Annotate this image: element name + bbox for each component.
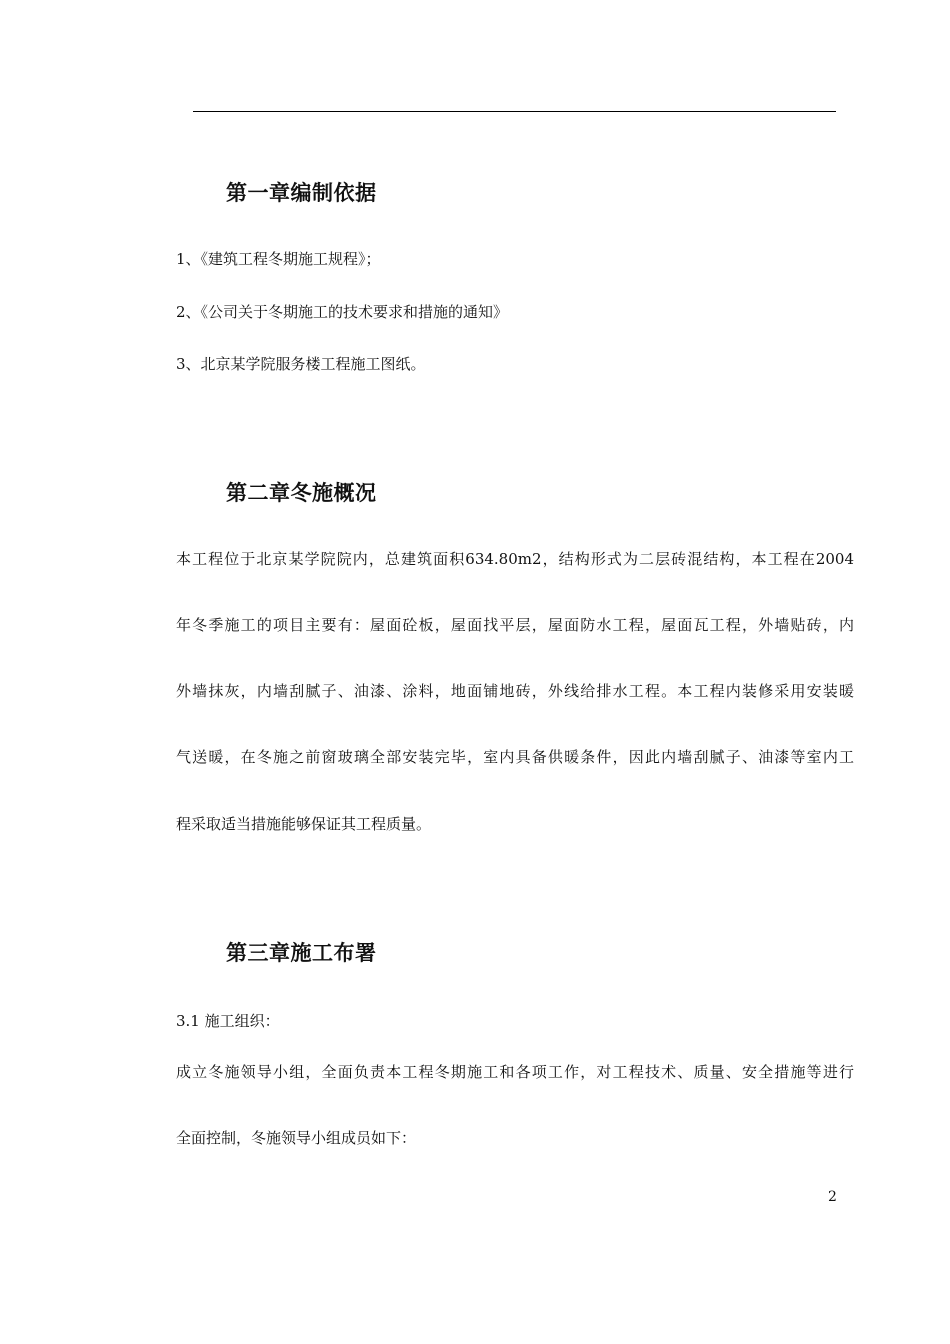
overview-line-2: 年冬季施工的项目主要有：屋面砼板，屋面找平层，屋面防水工程，屋面瓦工程，外墙贴砖，内 — [176, 616, 854, 634]
organization-line-2: 全面控制，冬施领导小组成员如下： — [176, 1129, 417, 1147]
reference-item-1: 1、《建筑工程冬期施工规程》； — [176, 250, 381, 268]
reference-item-3: 3、北京某学院服务楼工程施工图纸。 — [176, 355, 426, 373]
page-number: 2 — [828, 1189, 837, 1205]
overview-line-1: 本工程位于北京某学院院内，总建筑面积634.80m2，结构形式为二层砖混结构，本工程在2004 — [176, 550, 854, 568]
section-3-1-heading: 3.1 施工组织： — [176, 1012, 280, 1030]
reference-item-2: 2、《公司关于冬期施工的技术要求和措施的通知》 — [176, 303, 509, 321]
overview-line-3: 外墙抹灰，内墙刮腻子、油漆、涂料，地面铺地砖，外线给排水工程。本工程内装修采用安装暖 — [176, 682, 854, 700]
header-rule — [193, 111, 836, 112]
chapter-3-title: 第三章施工布署 — [226, 941, 377, 965]
overview-line-5: 程采取适当措施能够保证其工程质量。 — [176, 815, 432, 833]
organization-line-1: 成立冬施领导小组，全面负责本工程冬期施工和各项工作，对工程技术、质量、安全措施等进行 — [176, 1063, 854, 1081]
chapter-1-title: 第一章编制依据 — [226, 181, 377, 205]
chapter-2-title: 第二章冬施概况 — [226, 481, 377, 505]
overview-line-4: 气送暖，在冬施之前窗玻璃全部安装完毕，室内具备供暖条件，因此内墙刮腻子、油漆等室内工 — [176, 748, 854, 766]
